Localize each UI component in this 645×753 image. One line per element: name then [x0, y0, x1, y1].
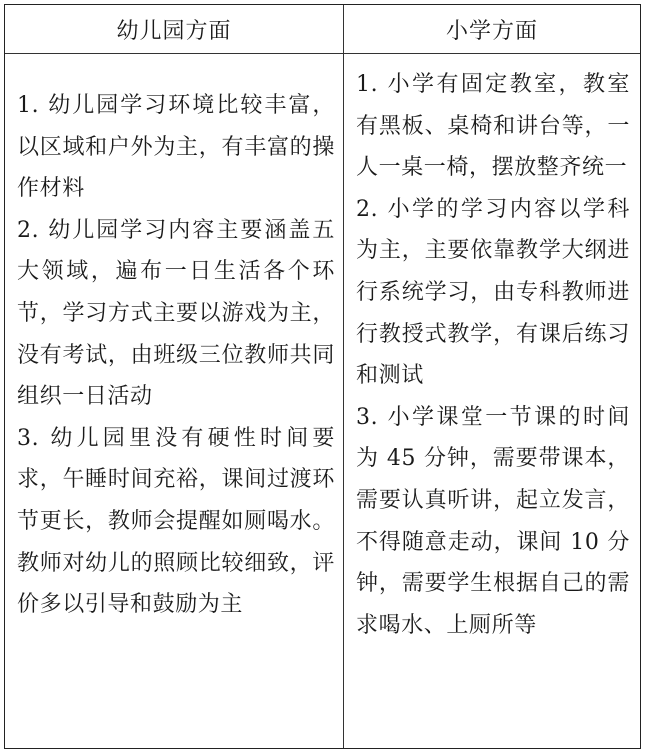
- kindergarten-item-3: 3. 幼儿园里没有硬性时间要求，午睡时间充裕，课间过渡环节更长，教师会提醒如厕喝水。教师对幼儿的照顾比较细致，评价多以引导和鼓励为主: [17, 425, 335, 618]
- kindergarten-item-1: 1. 幼儿园学习环境比较丰富，以区域和户外为主，有丰富的操作材料: [17, 93, 335, 202]
- header-primary-school: 小学方面: [445, 18, 538, 44]
- primary-school-item-3: 3. 小学课堂一节课的时间为 45 分钟，需要带课本，需要认真听讲，起立发言，不得随意走动，课间 10 分钟，需要学生根据自己的需求喝水、上厕所等: [356, 404, 630, 638]
- comparison-table: [4, 4, 641, 749]
- kindergarten-item-2: 2. 幼儿园学习内容主要涵盖五大领域，遍布一日生活各个环节，学习方式主要以游戏为主，没有考试，由班级三位教师共同组织一日活动: [17, 217, 335, 410]
- primary-school-cell: [344, 54, 640, 748]
- header-kindergarten: 幼儿园方面: [116, 18, 232, 44]
- primary-school-item-2: 2. 小学的学习内容以学科为主，主要依靠教学大纲进行系统学习，由专科教师进行教授式教学，有课后练习和测试: [356, 196, 630, 389]
- primary-school-item-1: 1. 小学有固定教室，教室有黑板、桌椅和讲台等，一人一桌一椅，摆放整齐统一: [356, 72, 630, 181]
- kindergarten-cell: [5, 54, 343, 748]
